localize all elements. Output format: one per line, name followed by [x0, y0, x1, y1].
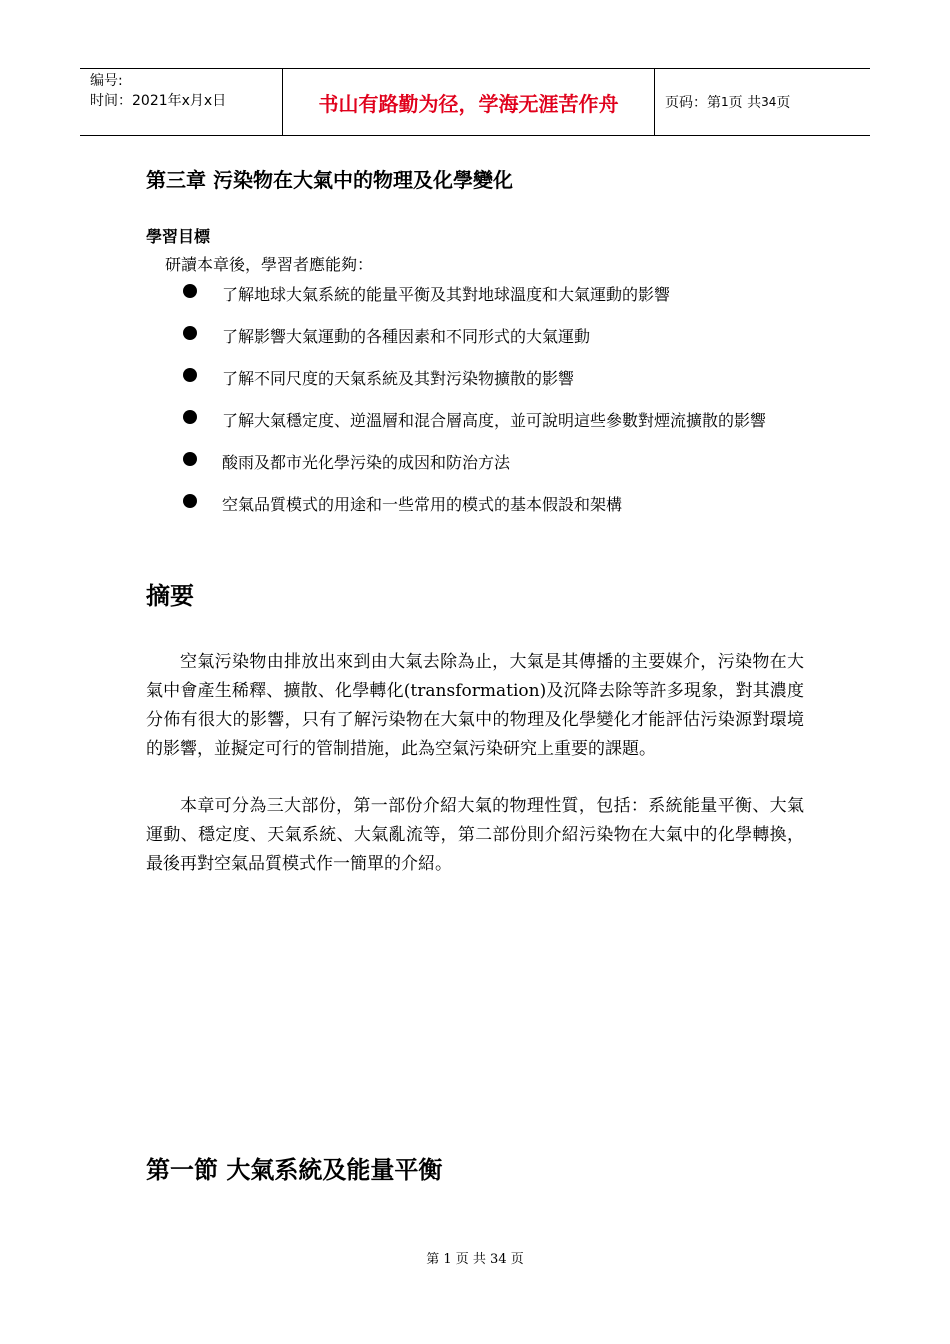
- page-current: 1: [721, 95, 729, 109]
- list-item: [180, 404, 820, 438]
- section-title: 第一節 大氣系統及能量平衡: [146, 1155, 443, 1184]
- list-item: [180, 488, 820, 522]
- bullet-icon: [183, 284, 197, 298]
- objectives-intro: 研讀本章後，學習者應能夠：: [165, 255, 374, 274]
- list-item-text: 了解不同尺度的天氣系統及其對污染物擴散的影響: [222, 369, 575, 388]
- summary-title: 摘要: [146, 581, 194, 610]
- bullet-icon: [183, 326, 197, 340]
- list-item-text: 空氣品質模式的用途和一些常用的模式的基本假設和架構: [222, 495, 623, 514]
- summary-paragraph-2: 本章可分為三大部份，第一部份介紹大氣的物理性質，包括：系統能量平衡、大氣運動、穩定度、天氣系統、大氣亂流等，第二部份則介紹污染物在大氣中的化學轉換，最後再對空氣品質模式作一簡單的介紹。: [146, 796, 804, 874]
- list-item: [180, 362, 820, 396]
- list-item: [180, 278, 820, 312]
- list-item: [180, 320, 820, 354]
- bullet-icon: [183, 494, 197, 508]
- page-header: [80, 68, 870, 136]
- time-label: 时间：2021年x月x日: [90, 93, 227, 109]
- header-motto: 书山有路勤为径，学海无涯苦作舟: [283, 69, 655, 135]
- number-label: 编号:: [90, 73, 123, 89]
- objectives-list: [180, 278, 820, 530]
- page-total: 34: [761, 95, 777, 109]
- bullet-icon: [183, 410, 197, 424]
- summary-paragraph-1: 空氣污染物由排放出來到由大氣去除為止，大氣是其傳播的主要媒介，污染物在大氣中會產生稀釋、擴散、化學轉化(transformation)及沉降去除等許多現象，對其濃度分佈有很大的影響，只有了解污染物在大氣中的物理及化學變化才能評估污染源對環境的影響，並擬定可行的管制措施，此為空氣污染研究上重要的課題。: [146, 652, 804, 759]
- header-meta: [80, 69, 283, 135]
- list-item-text: 酸雨及都市光化學污染的成因和防治方法: [222, 453, 511, 472]
- page-prefix: 页码：第: [665, 95, 721, 111]
- page-footer: 第 1 页 共 34 页: [426, 1252, 524, 1267]
- chapter-title: 第三章 污染物在大氣中的物理及化學變化: [146, 168, 513, 192]
- objectives-heading: 學習目標: [146, 227, 211, 246]
- header-page-info: [655, 69, 870, 135]
- list-item: [180, 446, 820, 480]
- bullet-icon: [183, 368, 197, 382]
- list-item-text: 了解影響大氣運動的各種因素和不同形式的大氣運動: [222, 327, 591, 346]
- page-suffix: 页: [776, 95, 791, 111]
- list-item-text: 了解地球大氣系統的能量平衡及其對地球溫度和大氣運動的影響: [222, 285, 671, 304]
- bullet-icon: [183, 452, 197, 466]
- page-mid: 页 共: [728, 95, 762, 111]
- list-item-text: 了解大氣穩定度、逆溫層和混合層高度，並可說明這些參數對煙流擴散的影響: [222, 411, 767, 430]
